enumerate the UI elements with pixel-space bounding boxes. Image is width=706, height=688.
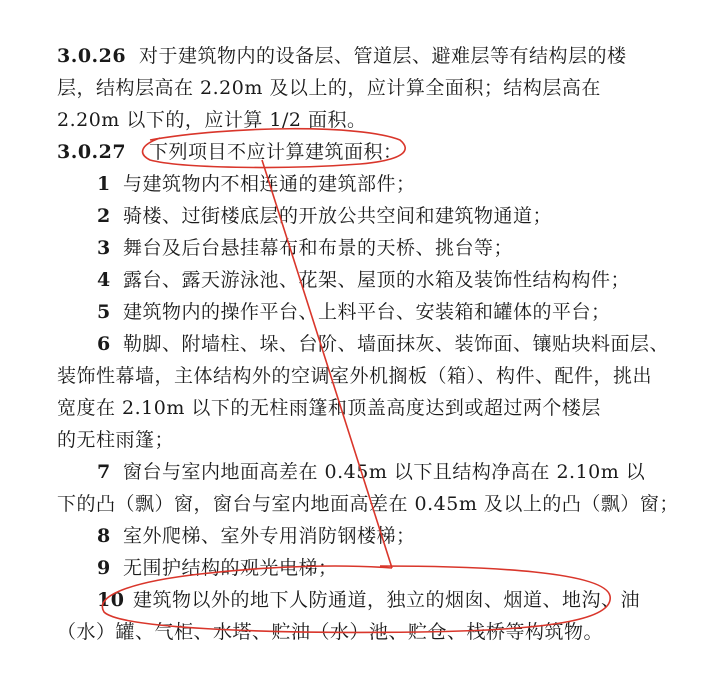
item-text: 露台、露天游泳池、花架、屋顶的水箱及装饰性结构构件； [123, 269, 631, 291]
list-item-6-line-3: 宽度在 2.10m 以下的无柱雨篷和顶盖高度达到或超过两个楼层 [57, 397, 601, 419]
item-text: 建筑物内的操作平台、上料平台、安装箱和罐体的平台； [123, 301, 611, 323]
item-number: 2 [97, 205, 111, 227]
item-text: 室外爬梯、室外专用消防钢楼梯； [123, 525, 416, 547]
clause-3-0-26-text-1: 对于建筑物内的设备层、管道层、避难层等有结构层的楼 [139, 45, 627, 67]
item-number: 1 [97, 173, 111, 195]
list-item-8 [97, 524, 416, 548]
list-item-6-line-2: 装饰性幕墙，主体结构外的空调室外机搁板（箱）、构件、配件，挑出 [57, 365, 653, 387]
list-item-4 [97, 268, 630, 292]
list-item-10-line-2: （水）罐、气柜、水塔、贮油（水）池、贮仓、栈桥等构筑物。 [57, 621, 604, 643]
item-text: 与建筑物内不相连通的建筑部件； [123, 173, 416, 195]
item-text: 窗台与室内地面高差在 0.45m 以下且结构净高在 2.10m 以 [123, 461, 646, 483]
list-item-7 [97, 460, 645, 484]
list-item-9 [97, 556, 338, 580]
list-item-1 [97, 172, 416, 196]
item-number: 10 [97, 589, 125, 611]
item-number: 5 [97, 301, 111, 323]
item-number: 3 [97, 237, 111, 259]
item-text: 建筑物以外的地下人防通道，独立的烟囱、烟道、地沟、油 [133, 589, 641, 611]
item-number: 8 [97, 525, 111, 547]
clause-3-0-26-line-1 [57, 44, 627, 68]
list-item-6 [97, 332, 669, 356]
list-item-7-line-2: 下的凸（飘）窗，窗台与室内地面高差在 0.45m 及以上的凸（飘）窗； [57, 493, 679, 515]
clause-3-0-26-line-2: 层，结构层高在 2.20m 及以上的，应计算全面积；结构层高在 [57, 77, 601, 99]
list-item-3 [97, 236, 513, 260]
item-text: 勒脚、附墙柱、垛、台阶、墙面抹灰、装饰面、镶贴块料面层、 [123, 333, 670, 355]
item-text: 骑楼、过街楼底层的开放公共空间和建筑物通道； [123, 205, 553, 227]
item-number: 7 [97, 461, 111, 483]
list-item-6-line-4: 的无柱雨篷； [57, 429, 175, 451]
clause-3-0-27-title: 下列项目不应计算建筑面积： [149, 141, 403, 163]
item-text: 舞台及后台悬挂幕布和布景的天桥、挑台等； [123, 237, 514, 259]
item-text: 无围护结构的观光电梯； [123, 557, 338, 579]
item-number: 6 [97, 333, 111, 355]
clause-3-0-26-line-3: 2.20m 以下的，应计算 1/2 面积。 [57, 109, 367, 131]
list-item-2 [97, 204, 552, 228]
item-number: 9 [97, 557, 111, 579]
item-number: 4 [97, 269, 111, 291]
list-item-5 [97, 300, 611, 324]
list-item-10 [97, 588, 640, 612]
clause-3-0-26-number: 3.0.26 [57, 45, 127, 67]
clause-3-0-27-heading [57, 140, 403, 164]
clause-3-0-27-number: 3.0.27 [57, 141, 127, 163]
